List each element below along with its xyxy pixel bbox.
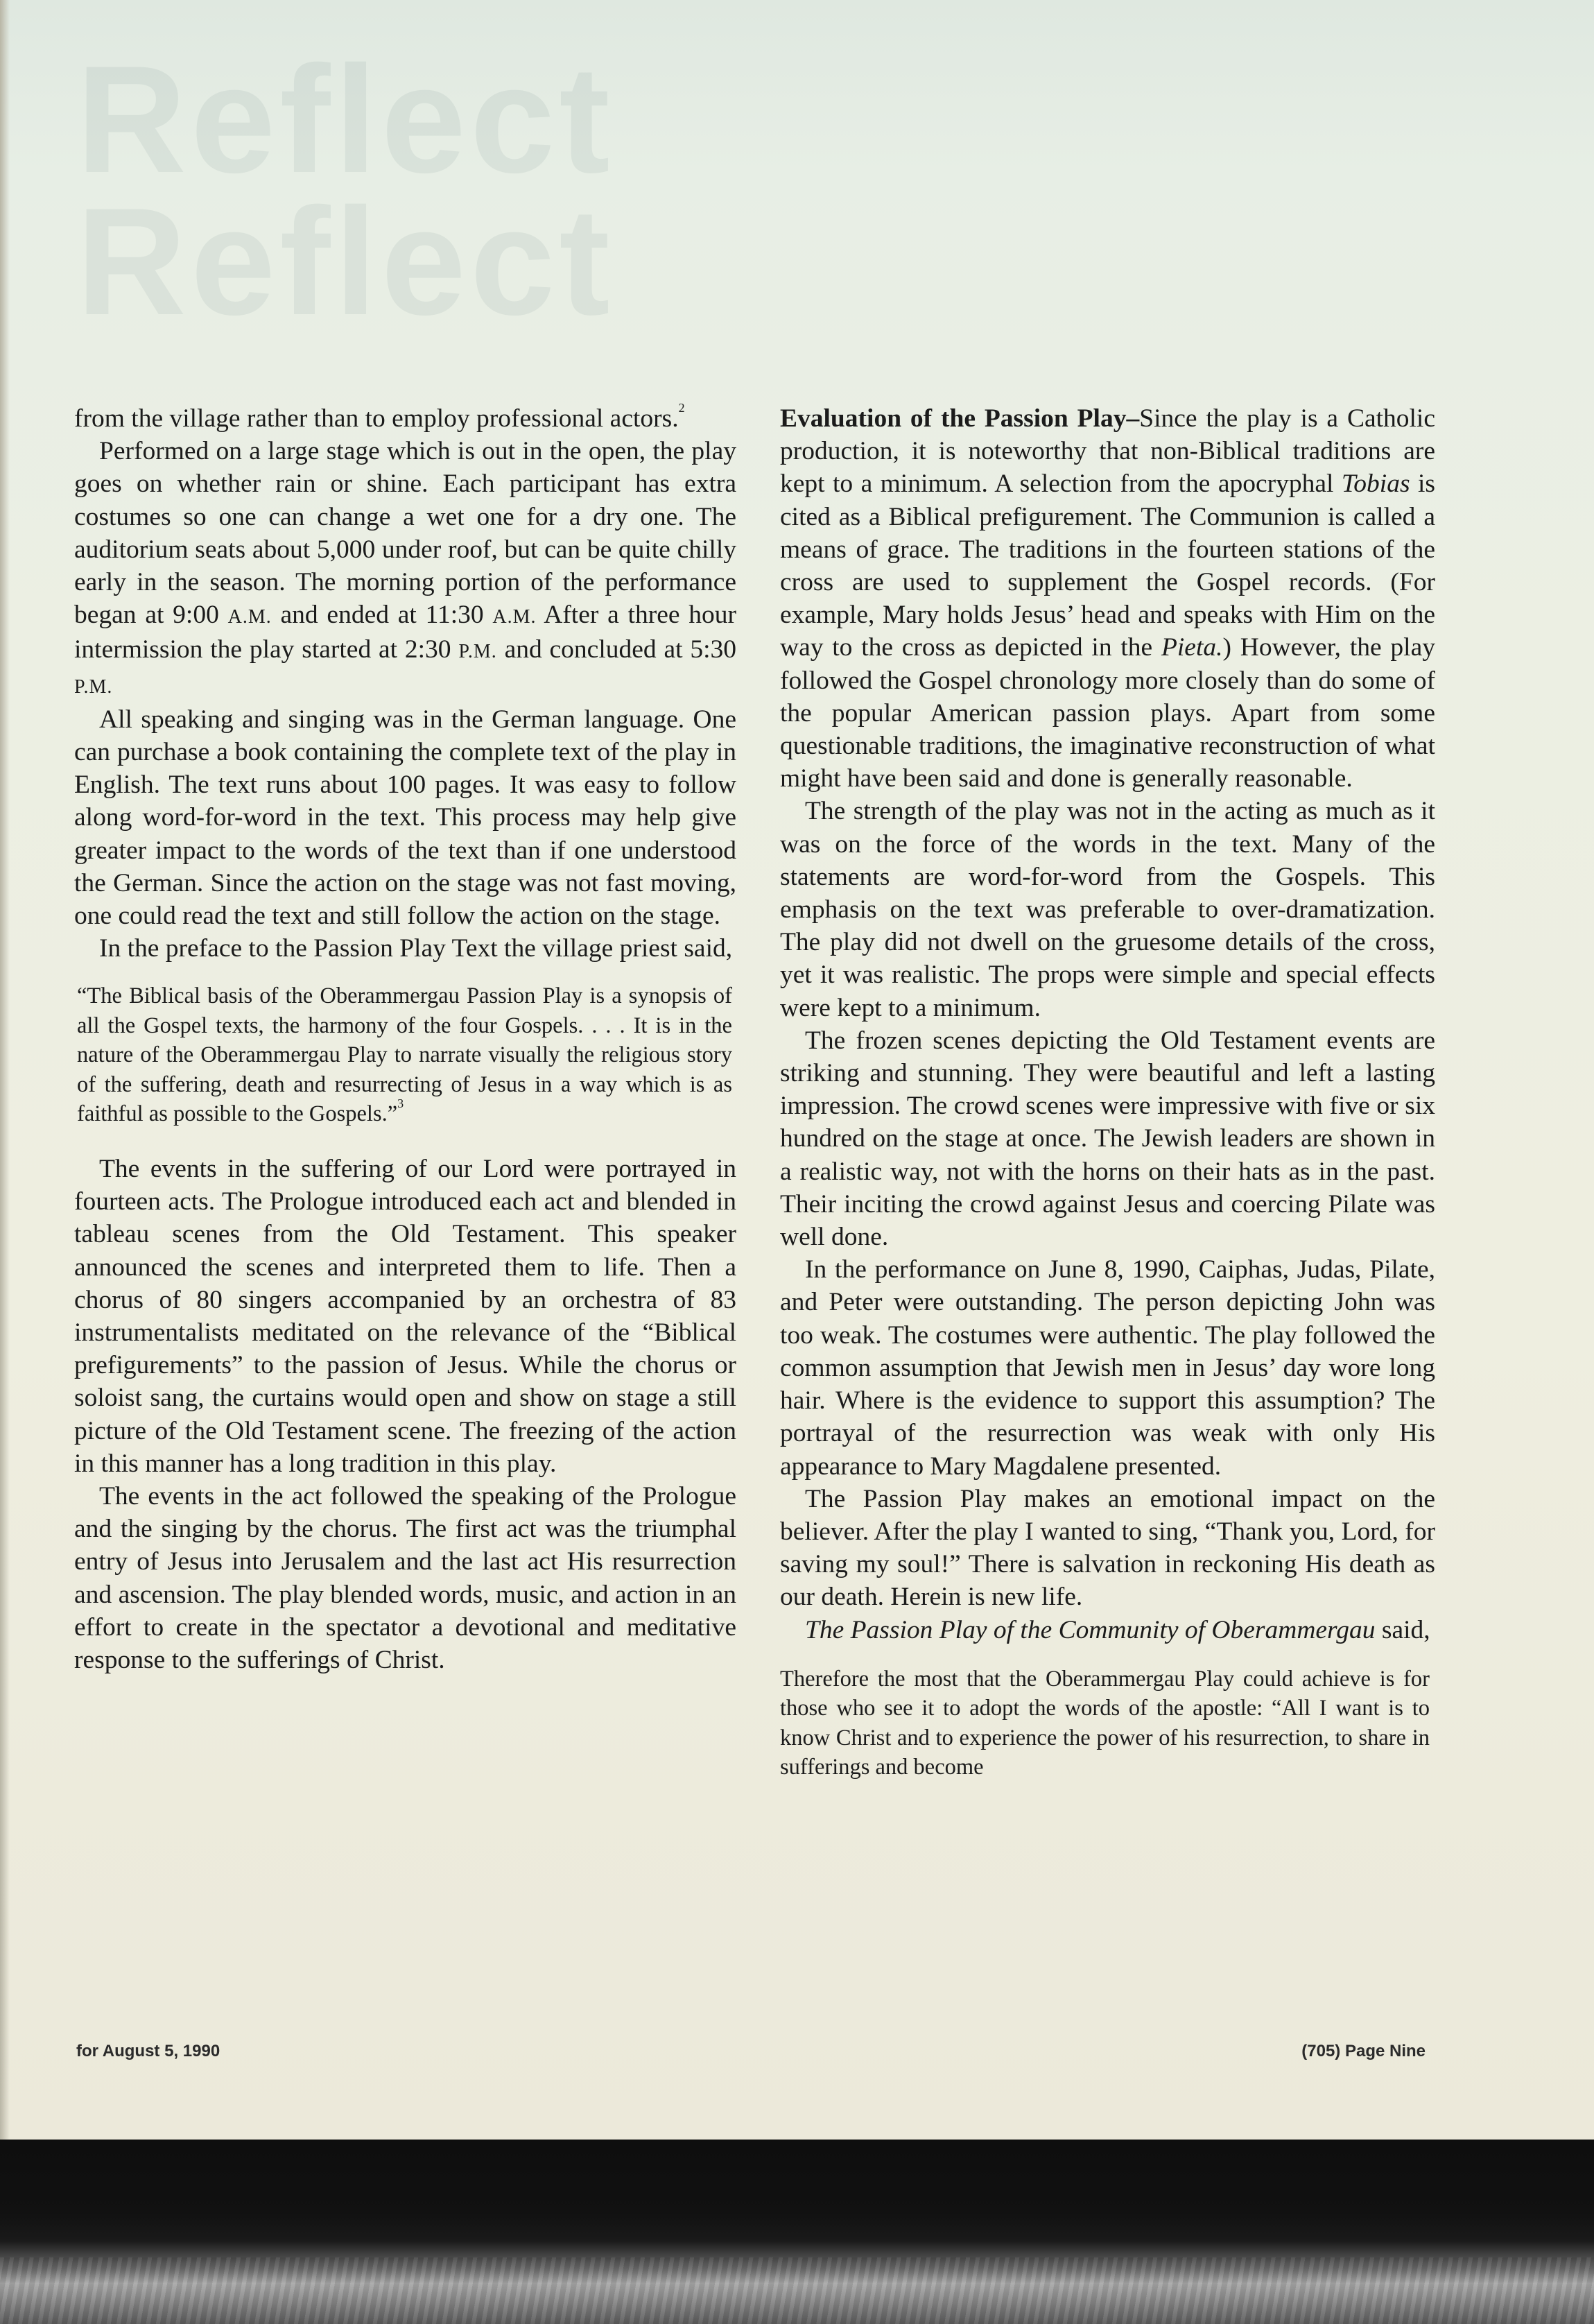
paragraph: The events in the suffering of our Lord were portrayed in fourteen acts. The Prologue introduced each act and blended in tableau scenes from the Old Testament. This speaker announced the scenes and interpreted them to life. Then a chorus of 80 singers accompanied by an orchestra of 83 instrumentalists meditated on the relevance of the “Biblical prefigurements” to the passion of Jesus. While the chorus or soloist sang, the curtains would open and show on stage a still picture of the Old Testament scene. The freezing of the action in this manner has a long tradition in this play. [74, 1154, 736, 1478]
paragraph: In the preface to the Passion Play Text the village priest said, [99, 934, 733, 963]
footer-date: for August 5, 1990 [76, 2042, 220, 2060]
paragraph: The Passion Play of the Community of Oberammergau said, [805, 1615, 1430, 1644]
block-quote: Therefore the most that the Oberammergau Play could achieve is for those who see it to adopt the words of the apostle: “All I want is to know Christ and to experience the power of his resurrection, to share in sufferings and become [780, 1666, 1430, 1780]
paragraph: In the performance on June 8, 1990, Caiphas, Judas, Pilate, and Peter were outstanding. The person depicting John was too weak. The costumes were authentic. The play followed the common assumption that Jewish men in Jesus’ day wore long hair. Where is the evidence to support this assumption? The portrayal of the resurrection was weak with only His appearance to Mary Magdalene presented. [780, 1255, 1435, 1481]
section-heading: Evaluation of the Passion Play– [780, 404, 1140, 433]
paragraph: The frozen scenes depicting the Old Testament events are striking and stunning. They were beautiful and left a lasting impression. The crowd scenes were impressive with five or six hundred on the stage at once. The Jewish leaders are shown in a realistic way, not with the horns on their hats as in the past. Their inciting the crowd against Jesus and coercing Pilate was well done. [780, 1026, 1435, 1252]
book-title: The Passion Play of the Community of Oberammergau [805, 1615, 1376, 1644]
footer-page-number: (705) Page Nine [1301, 2042, 1426, 2060]
page-edge-shadow [0, 0, 10, 2140]
scan-background [0, 2140, 1594, 2324]
paragraph: The strength of the play was not in the acting as much as it was on the force of the words in the text. Many of the statements are word-for-word from the Gospels. This emphasis on the text was preferable to over-dramatization. The play did not dwell on the gruesome details of the cross, yet it was realistic. The props were simple and special effects were kept to a minimum. [780, 797, 1435, 1022]
paragraph: Performed on a large stage which is out in the open, the play goes on whether rain or shine. Each participant has extra costumes so one can change a wet one for a dry one. The auditorium seats about 5,000 under roof, but can be quite chilly early in the season. The morning portion of the performance began at 9:00 A.M. and ended at 11:30 A.M. After a three hour intermission the play started at 2:30 P.M. and concluded at 5:30 P.M. [74, 437, 736, 698]
left-column [74, 402, 736, 1676]
footnote-marker: 2 [678, 400, 685, 415]
paragraph: Evaluation of the Passion Play–Since the play is a Catholic production, it is noteworthy that non-Biblical traditions are kept to a minimum. A selection from the apocryphal Tobias is cited as a Biblical prefigurement. The Communion is called a means of grace. The traditions in the fourteen stations of the cross are used to supplement the Gospel records. (For example, Mary holds Jesus’ head and speaks with Him on the way to the cross as depicted in the Pieta.) However, the play followed the Gospel chronology more closely than do some of the popular American passion plays. Apart from some questionable traditions, the imaginative reconstruction of what might have been said and done is generally reasonable. [780, 404, 1435, 793]
paragraph: The events in the act followed the speaking of the Prologue and the singing by the chorus. The first act was the triumphal entry of Jesus into Jerusalem and the last act His resurrection and ascension. The play blended words, music, and action in an effort to create in the spectator a devotional and meditative response to the sufferings of Christ. [74, 1481, 736, 1674]
faded-header-watermark: Reflect Reflect [76, 34, 614, 347]
block-quote: “The Biblical basis of the Oberammergau Passion Play is a synopsis of all the Gospel texts, the harmony of the four Gospels. . . . It is in the nature of the Oberammergau Play to narrate visually the religious story of the suffering, death and resurrecting of Jesus in a way which is as faithful as possible to the Gospels.”$^3$ [77, 983, 732, 1127]
paragraph: from the village rather than to employ professional actors.$^2$ [74, 400, 685, 433]
right-column [780, 402, 1435, 1782]
footnote-marker: 3 [397, 1096, 404, 1110]
paragraph: The Passion Play makes an emotional impact on the believer. After the play I wanted to sing, “Thank you, Lord, for saving my soul!” There is salvation in reckoning His death as our death. Herein is new life. [780, 1484, 1435, 1612]
paragraph: All speaking and singing was in the German language. One can purchase a book containing the complete text of the play in English. The text runs about 100 pages. It was easy to follow along word-for-word in the text. This process may help give greater impact to the words of the text than if one understood the German. Since the action on the stage was not fast moving, one could read the text and still follow the action on the stage. [74, 705, 736, 931]
